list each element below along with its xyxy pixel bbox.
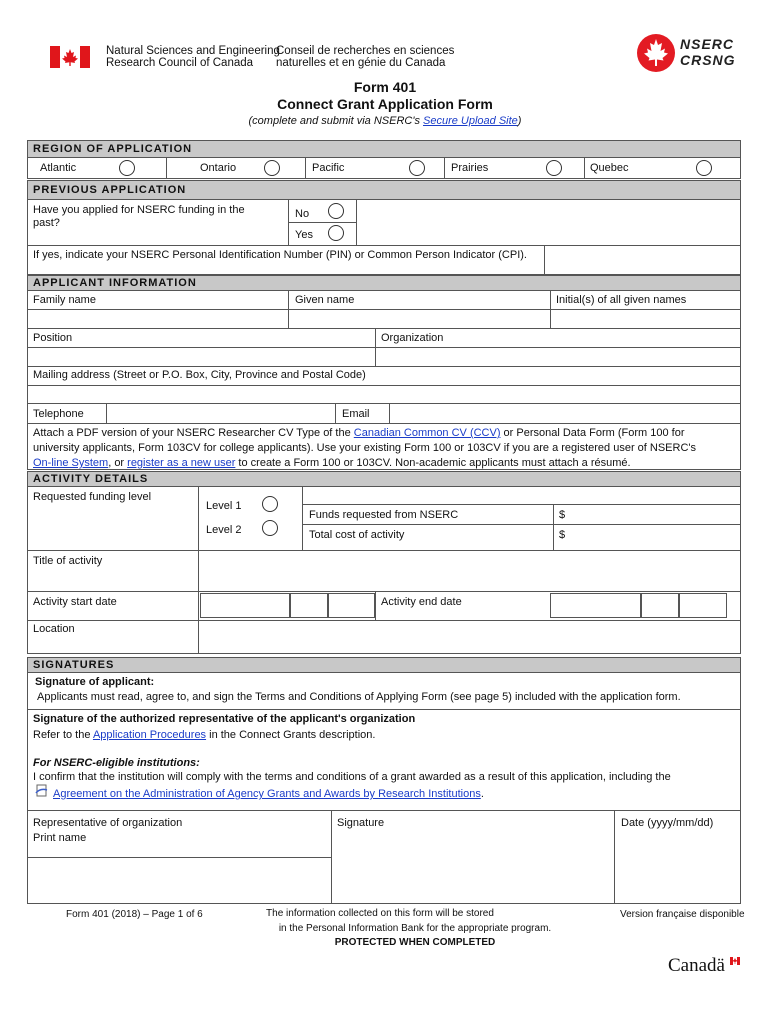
- previous-yes-label: Yes: [295, 229, 313, 241]
- region-radio-ontario[interactable]: [264, 160, 280, 176]
- region-option-atlantic: Atlantic: [40, 162, 77, 174]
- rep-signature-text: [33, 729, 375, 742]
- form-title: Connect Grant Application Form: [277, 96, 493, 112]
- applicant-heading: APPLICANT INFORMATION: [27, 275, 741, 291]
- start-date-month-input[interactable]: [290, 593, 328, 618]
- end-date-day-input[interactable]: [679, 593, 727, 618]
- previous-radio-no[interactable]: [328, 203, 344, 219]
- level2-label: Level 2: [206, 524, 242, 536]
- region-option-quebec: Quebec: [590, 162, 629, 174]
- start-date-day-input[interactable]: [328, 593, 375, 618]
- funds-currency: $: [559, 509, 566, 521]
- org-name-en-line2: Research Council of Canada: [106, 57, 254, 69]
- canada-flag-icon: [50, 46, 90, 68]
- mailing-address-input[interactable]: [28, 386, 740, 403]
- total-cost-input[interactable]: [570, 525, 740, 549]
- funds-requested-input[interactable]: [570, 505, 740, 523]
- total-currency: $: [559, 529, 566, 541]
- pin-input[interactable]: [545, 246, 740, 274]
- logo-text-nserc: NSERC: [680, 36, 735, 52]
- secure-upload-link[interactable]: Secure Upload Site: [423, 115, 518, 127]
- activity-title-input[interactable]: [199, 551, 740, 591]
- form-number: Form 401: [353, 79, 417, 95]
- cv-text-3: university applicants, Form 103CV for college applicants). Use your existing Form 100 or 103CV if you are a registered user of NSERC's: [33, 442, 697, 454]
- org-name-en-line1: Natural Sciences and Engineering: [106, 45, 280, 57]
- level1-label: Level 1: [206, 500, 242, 512]
- print-name-label: Print name: [33, 832, 87, 844]
- footer-french-version: Version française disponible: [620, 909, 745, 920]
- agreement-link[interactable]: Agreement on the Administration of Agency Grants and Awards by Research Institutions: [53, 788, 481, 800]
- region-option-ontario: Ontario: [200, 162, 237, 174]
- organization-input[interactable]: [376, 348, 740, 366]
- signature-label: Signature: [337, 817, 385, 829]
- signature-input[interactable]: [332, 832, 614, 903]
- position-input[interactable]: [28, 348, 375, 366]
- logo-text-crsng: CRSNG: [680, 52, 736, 68]
- rep-text-post: in the Connect Grants description.: [206, 729, 376, 741]
- signatures-heading: SIGNATURES: [27, 657, 741, 673]
- mailing-address-label: Mailing address (Street or P.O. Box, City, Province and Postal Code): [33, 369, 366, 381]
- organization-label: Organization: [381, 332, 444, 344]
- rep-org-label: Representative of organization: [33, 817, 183, 829]
- total-cost-label: Total cost of activity: [309, 529, 405, 541]
- canada-wordmark-text: Canadä: [668, 955, 725, 976]
- family-name-input[interactable]: [28, 310, 288, 328]
- date-input[interactable]: [615, 832, 740, 903]
- funding-level-label: Requested funding level: [33, 491, 152, 503]
- canada-wordmark: [668, 955, 740, 977]
- initials-label: Initial(s) of all given names: [556, 294, 687, 306]
- org-name-fr-line2: naturelles et en génie du Canada: [276, 57, 446, 69]
- email-input[interactable]: [390, 404, 740, 422]
- previous-question: Have you applied for NSERC funding in the past?: [33, 204, 245, 229]
- document-link-icon: [35, 784, 49, 798]
- cv-text-2: or Personal Data Form (Form 100 for: [500, 427, 685, 439]
- cv-text-4: , or: [108, 457, 128, 469]
- email-label: Email: [342, 408, 370, 420]
- region-radio-prairies[interactable]: [546, 160, 562, 176]
- given-name-input[interactable]: [289, 310, 550, 328]
- region-option-pacific: Pacific: [312, 162, 345, 174]
- end-date-label: Activity end date: [381, 596, 462, 608]
- region-radio-quebec[interactable]: [696, 160, 712, 176]
- family-name-label: Family name: [33, 294, 96, 306]
- eligible-title: For NSERC-eligible institutions:: [33, 757, 200, 769]
- position-label: Position: [33, 332, 73, 344]
- location-input[interactable]: [199, 621, 740, 653]
- start-date-label: Activity start date: [33, 596, 117, 608]
- telephone-input[interactable]: [107, 404, 335, 422]
- location-label: Location: [33, 623, 75, 635]
- footer-privacy-1: The information collected on this form will be stored: [266, 908, 494, 919]
- pin-label: If yes, indicate your NSERC Personal Identification Number (PIN) or Common Person Indicator (CPI).: [33, 249, 527, 261]
- previous-heading: PREVIOUS APPLICATION: [27, 180, 741, 200]
- previous-radio-yes[interactable]: [328, 225, 344, 241]
- footer-privacy-2: in the Personal Information Bank for the appropriate program.: [278, 923, 552, 934]
- org-name-fr-line1: Conseil de recherches en sciences: [276, 45, 455, 57]
- region-heading: REGION OF APPLICATION: [27, 140, 741, 158]
- footer-protected: PROTECTED WHEN COMPLETED: [334, 937, 496, 948]
- level1-radio[interactable]: [262, 496, 278, 512]
- instructions-pre: (complete and submit via NSERC's: [248, 115, 424, 127]
- instructions-post: ): [517, 115, 522, 127]
- agreement-post: .: [480, 788, 484, 800]
- region-radio-pacific[interactable]: [409, 160, 425, 176]
- end-date-year-input[interactable]: [550, 593, 641, 618]
- applicant-signature-text: Applicants must read, agree to, and sign the Terms and Conditions of Applying Form (see page 5) included with the application form.: [37, 691, 681, 703]
- previous-no-label: No: [295, 208, 310, 220]
- region-radio-atlantic[interactable]: [119, 160, 135, 176]
- start-date-year-input[interactable]: [200, 593, 290, 618]
- online-system-link[interactable]: On-line System: [33, 457, 109, 469]
- activity-title-label: Title of activity: [33, 555, 103, 567]
- end-date-month-input[interactable]: [641, 593, 679, 618]
- cv-text-5: to create a Form 100 or 103CV. Non-academic applicants must attach a résumé.: [235, 457, 631, 469]
- nserc-logo: [636, 32, 740, 74]
- date-label: Date (yyyy/mm/dd): [621, 817, 714, 829]
- applicant-signature-title: Signature of applicant:: [35, 676, 155, 688]
- activity-heading: ACTIVITY DETAILS: [27, 471, 741, 487]
- application-procedures-link[interactable]: Application Procedures: [92, 729, 207, 741]
- register-link[interactable]: register as a new user: [127, 457, 236, 469]
- ccv-link[interactable]: Canadian Common CV (CCV): [353, 427, 501, 439]
- funds-requested-label: Funds requested from NSERC: [309, 509, 459, 521]
- level2-radio[interactable]: [262, 520, 278, 536]
- cv-instructions: [33, 426, 738, 471]
- agreement-line: [53, 788, 484, 801]
- print-name-input[interactable]: [28, 858, 331, 903]
- rep-signature-title: Signature of the authorized representative of the applicant's organization: [33, 713, 416, 725]
- rep-text-pre: Refer to the: [33, 729, 93, 741]
- eligible-text: I confirm that the institution will comply with the terms and conditions of a grant awarded as a result of this application, including the: [33, 771, 671, 783]
- telephone-label: Telephone: [33, 408, 84, 420]
- given-name-label: Given name: [295, 294, 355, 306]
- cv-text-1: Attach a PDF version of your NSERC Researcher CV Type of the: [33, 427, 354, 439]
- footer-form-page: Form 401 (2018) – Page 1 of 6: [66, 909, 203, 920]
- form-instructions: [0, 115, 770, 127]
- initials-input[interactable]: [551, 310, 740, 328]
- region-option-prairies: Prairies: [451, 162, 489, 174]
